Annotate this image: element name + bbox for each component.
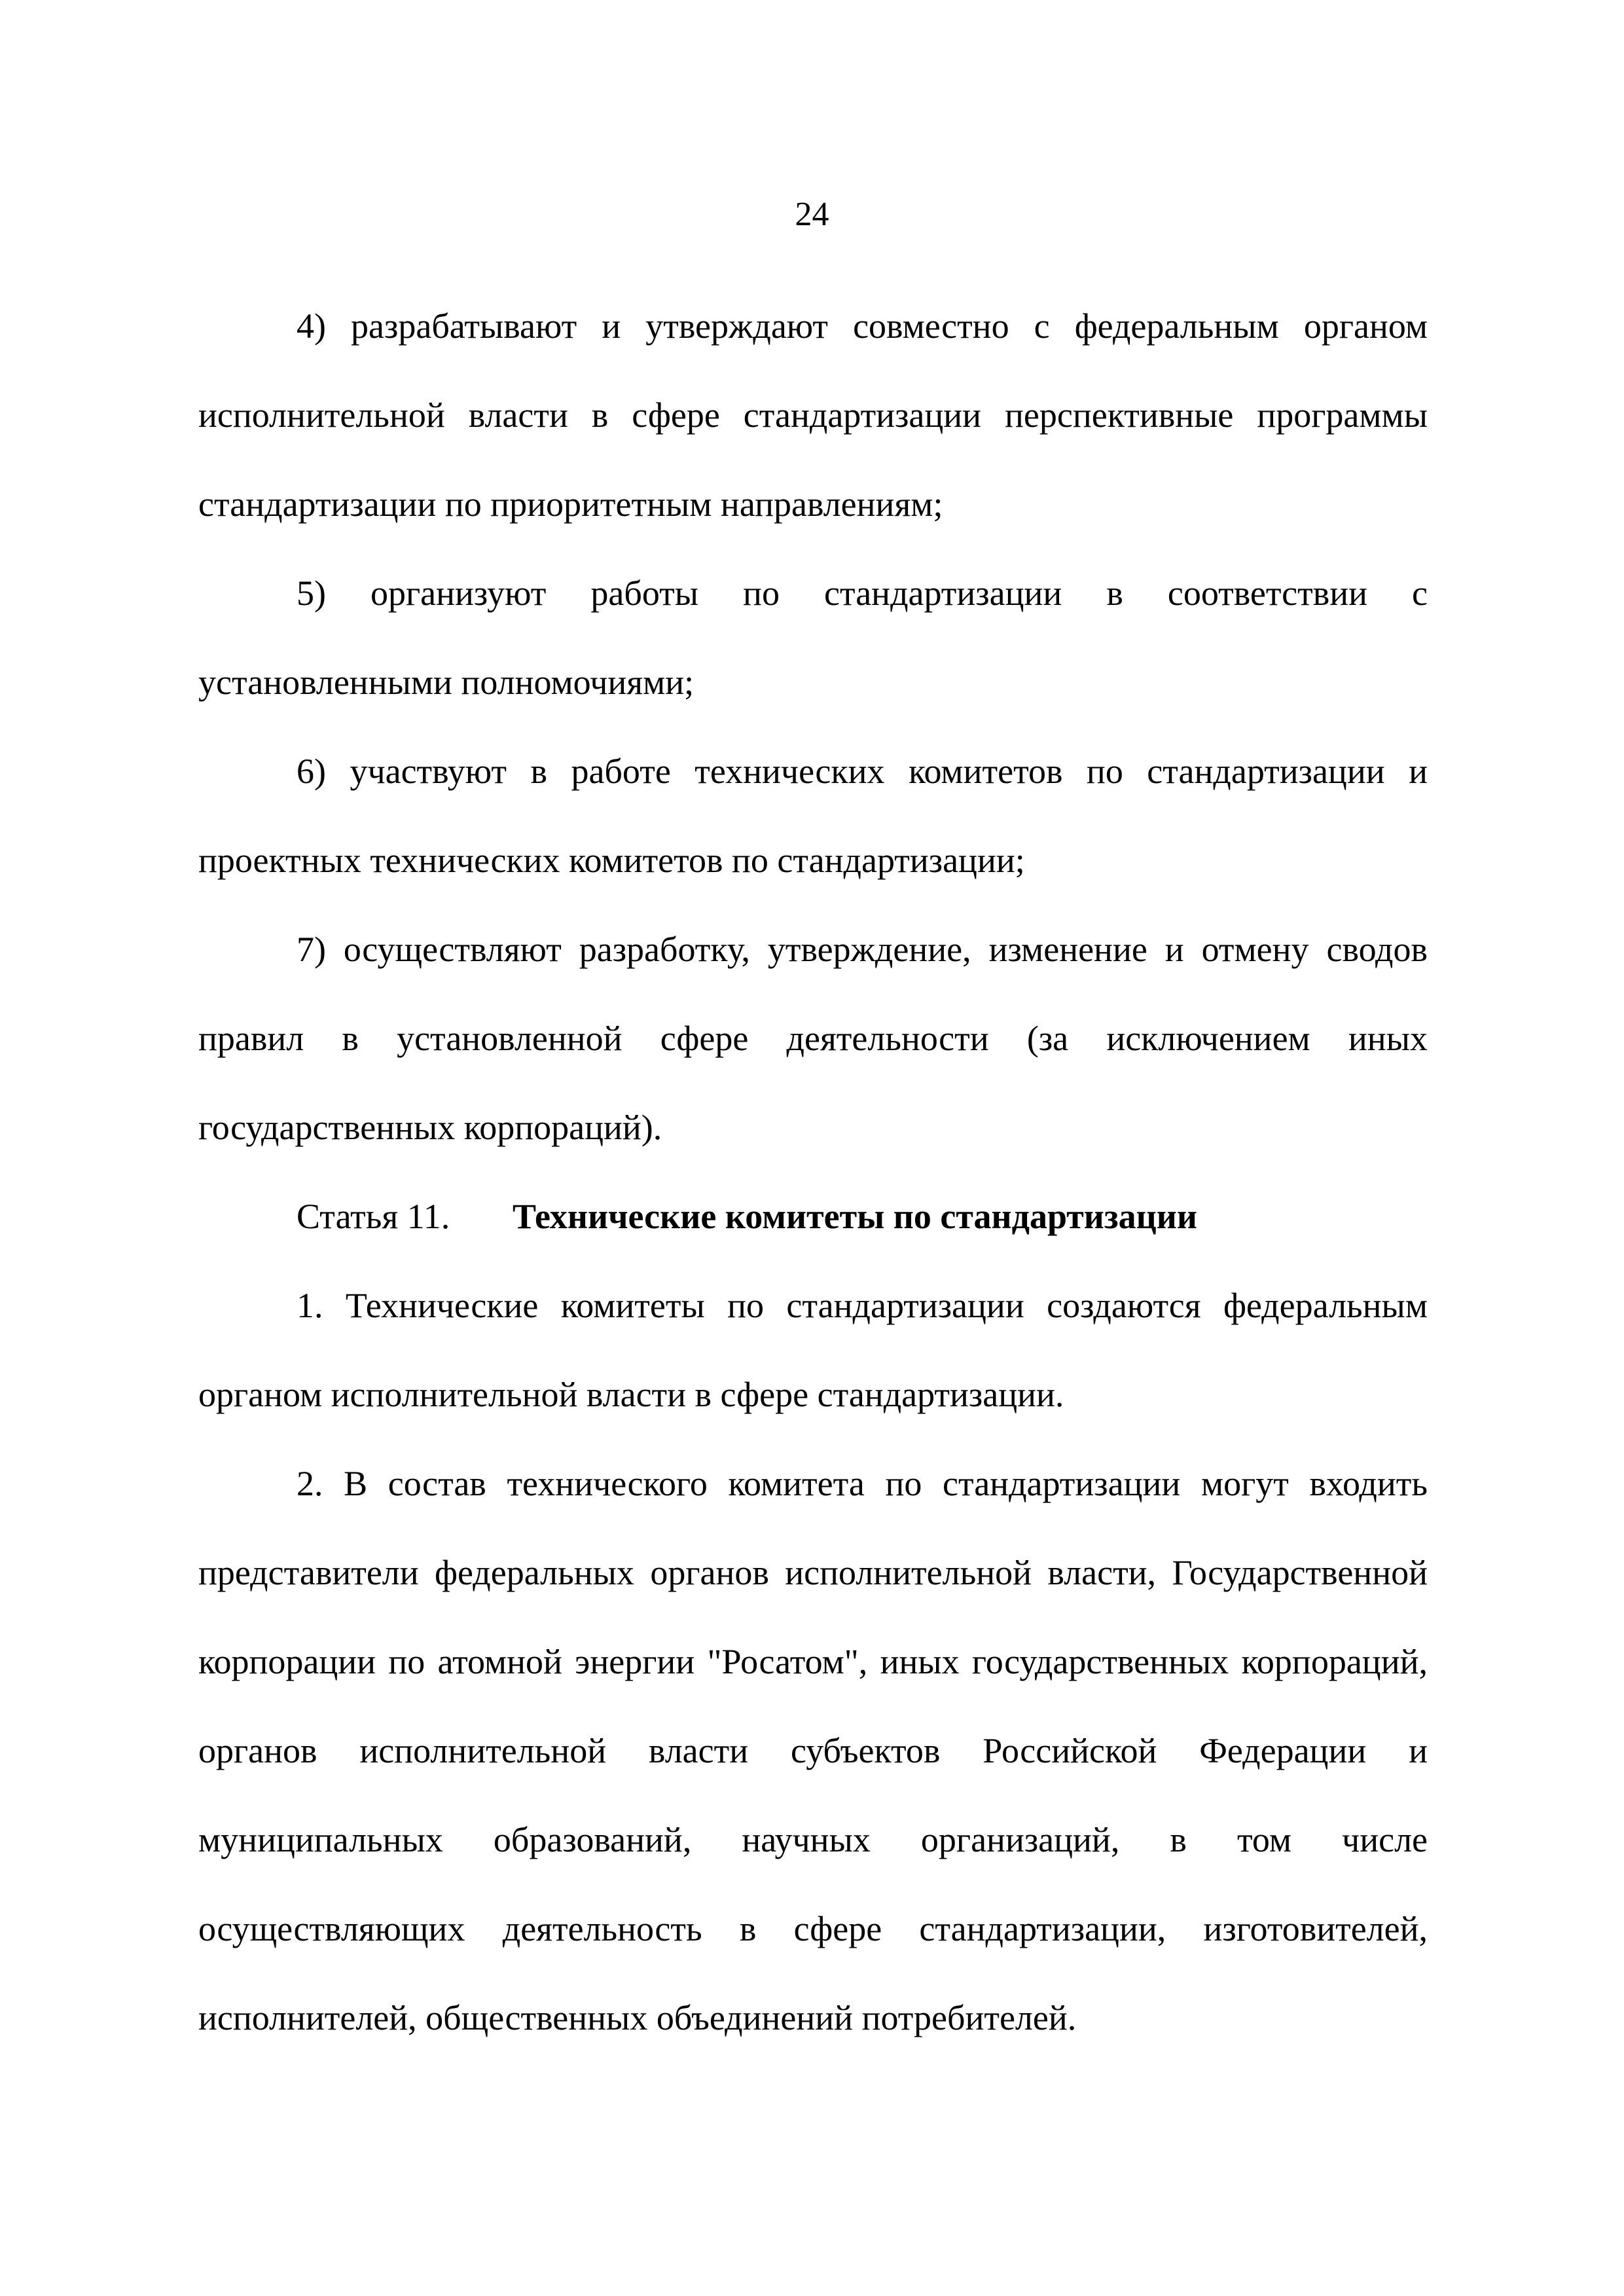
article-heading: [198, 1172, 1428, 1261]
list-item-5: 5) организуют работы по стандартизации в соответствии с установленными полномочиями;: [198, 574, 1428, 702]
list-item-7: 7) осуществляют разработку, утверждение, изменение и отмену сводов правил в установленной сфере деятельности (за исключением иных государственных корпораций).: [198, 930, 1428, 1147]
page-number: 24: [795, 196, 829, 233]
document-body: [198, 282, 1428, 2062]
article-label: Статья 11.: [297, 1197, 450, 1236]
article-paragraph-2: 2. В состав технического комитета по стандартизации могут входить представители федеральных органов исполнительной власти, Государственной корпорации по атомной энергии "Росатом", иных государственных корпораций, органов исполнительной власти субъектов Российской Федерации и муниципальных образований, научных организаций, в том числе осуществляющих деятельность в сфере стандартизации, изготовителей, исполнителей, общественных объединений потребителей.: [198, 1464, 1428, 2037]
list-item-6: 6) участвуют в работе технических комитетов по стандартизации и проектных технических комитетов по стандартизации;: [198, 752, 1428, 880]
article-title: Технические комитеты по стандартизации: [513, 1197, 1197, 1236]
list-item-4: 4) разрабатывают и утверждают совместно с федеральным органом исполнительной власти в сфере стандартизации перспективные программы стандартизации по приоритетным направлениям;: [198, 306, 1428, 524]
article-paragraph-1: 1. Технические комитеты по стандартизации создаются федеральным органом исполнительной власти в сфере стандартизации.: [198, 1286, 1428, 1414]
